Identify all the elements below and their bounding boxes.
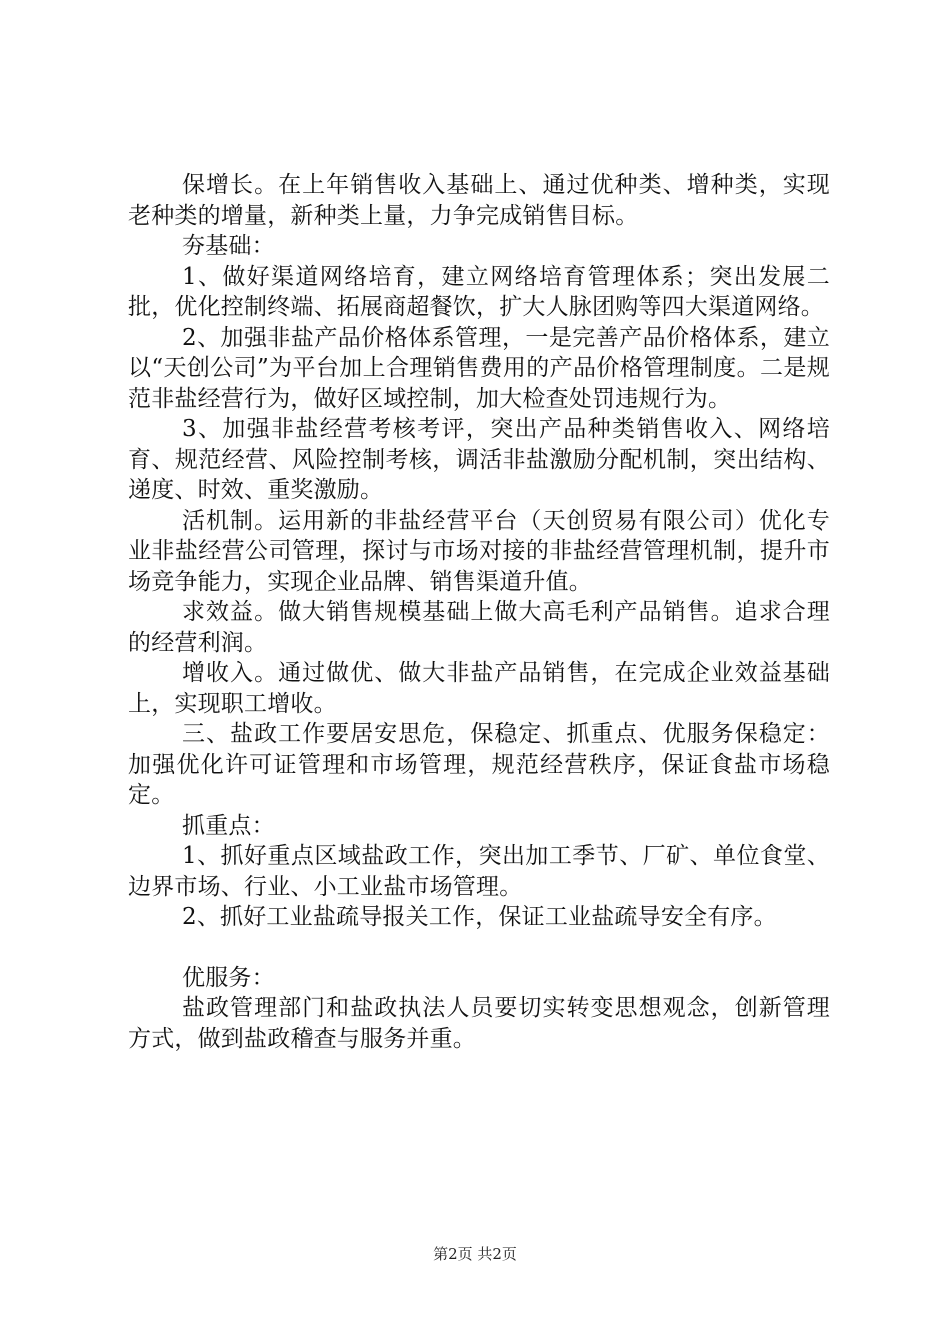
page-number-footer: 第2页 共2页 bbox=[433, 1245, 517, 1263]
paragraph-item-1-key-areas: 1、抓好重点区域盐政工作，突出加工季节、厂矿、单位食堂、边界市场、行业、小工业盐市场管理。 bbox=[128, 843, 830, 900]
paragraph-qiu-xiaoyi: 求效益。做大销售规模基础上做大高毛利产品销售。追求合理的经营利润。 bbox=[128, 599, 830, 656]
paragraph-zeng-shouru: 增收入。通过做优、做大非盐产品销售，在完成企业效益基础上，实现职工增收。 bbox=[128, 660, 830, 717]
heading-you-fuwu: 优服务： bbox=[182, 964, 275, 991]
heading-hang-jichu: 夯基础： bbox=[182, 233, 275, 259]
paragraph-section-3-salt-administration: 三、盐政工作要居安思危，保稳定、抓重点、优服务保稳定：加强优化许可证管理和市场管理，规范经营秩序，保证食盐市场稳定。 bbox=[128, 721, 830, 808]
paragraph-item-2-industrial-salt: 2、抓好工业盐疏导报关工作，保证工业盐疏导安全有序。 bbox=[182, 904, 777, 930]
paragraph-item-1-channels: 1、做好渠道网络培育，建立网络培育管理体系；突出发展二批，优化控制终端、拓展商超餐饮，扩大人脉团购等四大渠道网络。 bbox=[128, 263, 830, 320]
paragraph-item-3-assessment: 3、加强非盐经营考核考评，突出产品种类销售收入、网络培育、规范经营、风险控制考核，调活非盐激励分配机制，突出结构、递度、时效、重奖激励。 bbox=[128, 416, 830, 503]
paragraph-spacer bbox=[128, 933, 830, 963]
document-body bbox=[128, 170, 830, 1054]
paragraph-bao-zengzhang: 保增长。在上年销售收入基础上、通过优种类、增种类，实现老种类的增量，新种类上量，力争完成销售目标。 bbox=[128, 172, 830, 229]
heading-zhua-zhongdian: 抓重点： bbox=[182, 812, 275, 839]
paragraph-huo-jizhi: 活机制。运用新的非盐经营平台（天创贸易有限公司）优化专业非盐经营公司管理，探讨与市场对接的非盐经营管理机制，提升市场竞争能力，实现企业品牌、销售渠道升值。 bbox=[128, 507, 830, 595]
paragraph-item-2-pricing: 2、加强非盐产品价格体系管理，一是完善产品价格体系，建立以“天创公司”为平台加上合理销售费用的产品价格管理制度。二是规范非盐经营行为，做好区域控制，加大检查处罚违规行为。 bbox=[128, 324, 830, 412]
paragraph-service-management: 盐政管理部门和盐政执法人员要切实转变思想观念，创新管理方式，做到盐政稽查与服务并重。 bbox=[128, 995, 830, 1052]
